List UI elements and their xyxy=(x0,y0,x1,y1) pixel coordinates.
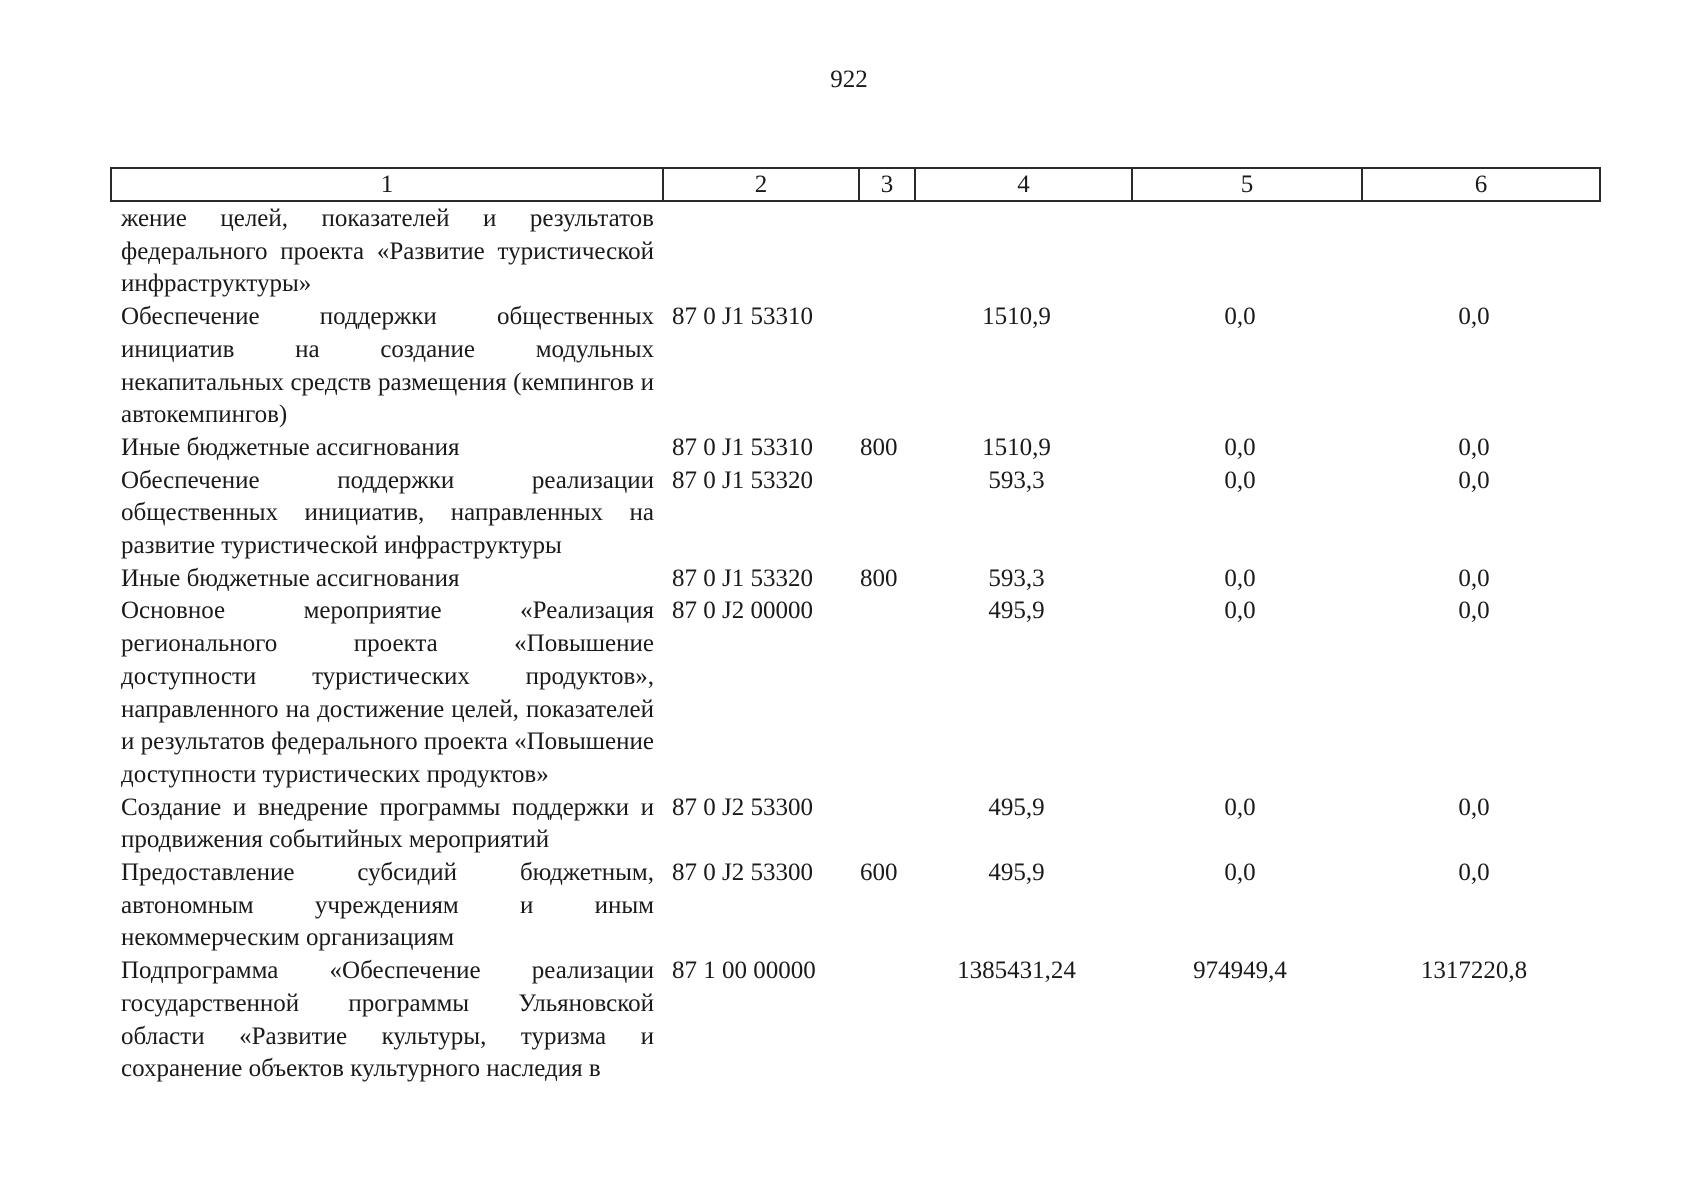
row-value-5: 0,0 xyxy=(1224,303,1256,331)
row-value-4: 1510,9 xyxy=(982,303,1051,331)
row-name: Подпрограмма «Обеспечение реализации государственной программы Ульяновской области «Развитие культуры, туризма и сохранение объектов культурного наследия в xyxy=(121,957,654,1083)
table-row xyxy=(110,203,1600,301)
row-type xyxy=(852,465,908,563)
row-value-4: 495,9 xyxy=(988,793,1045,821)
row-value-4: 593,3 xyxy=(988,564,1045,592)
row-value-6: 0,0 xyxy=(1458,597,1490,625)
row-code: 87 0 J1 53320 xyxy=(672,564,813,592)
row-value-5: 0,0 xyxy=(1224,564,1256,592)
row-value-6: 0,0 xyxy=(1458,433,1490,461)
row-value-5: 974949,4 xyxy=(1193,957,1287,985)
row-value-5 xyxy=(1125,203,1355,301)
row-value-5: 0,0 xyxy=(1224,466,1256,494)
table-body xyxy=(110,203,1600,1086)
row-value-6: 0,0 xyxy=(1458,303,1490,331)
row-type xyxy=(852,955,908,1086)
header-col-3: 3 xyxy=(859,168,915,201)
row-name: Иные бюджетные ассигнования xyxy=(121,564,460,592)
row-code: 87 1 00 00000 xyxy=(672,957,816,985)
row-type: 800 xyxy=(860,564,898,592)
row-code: 87 0 J1 53310 xyxy=(672,303,813,331)
row-type xyxy=(852,792,908,857)
header-col-4: 4 xyxy=(915,168,1132,201)
row-value-6: 0,0 xyxy=(1458,793,1490,821)
row-code: 87 0 J1 53310 xyxy=(672,433,813,461)
page-number: 922 xyxy=(830,66,868,93)
row-value-4: 1510,9 xyxy=(982,433,1051,461)
row-name: Иные бюджетные ассигнования xyxy=(121,433,460,461)
row-value-4: 495,9 xyxy=(988,859,1045,887)
header-col-6: 6 xyxy=(1362,168,1600,201)
row-name: жение целей, показателей и результатов федерального проекта «Развитие туристической инфраструктуры» xyxy=(121,205,654,298)
row-value-4: 1385431,24 xyxy=(957,957,1076,985)
row-name: Предоставление субсидий бюджетным, автономным учреждениям и иным некоммерческим организациям xyxy=(121,859,654,952)
row-value-4: 593,3 xyxy=(988,466,1045,494)
row-value-6: 0,0 xyxy=(1458,859,1490,887)
row-type xyxy=(852,301,908,432)
row-code: 87 0 J2 53300 xyxy=(672,793,813,821)
row-name: Обеспечение поддержки общественных инициатив на создание модульных некапитальных средств размещения (кемпингов и автокемпингов) xyxy=(121,303,654,429)
row-type: 600 xyxy=(860,859,898,887)
header-col-1: 1 xyxy=(111,168,663,201)
row-value-4 xyxy=(908,203,1125,301)
header-col-2: 2 xyxy=(663,168,859,201)
header-col-5: 5 xyxy=(1132,168,1362,201)
row-type xyxy=(852,595,908,791)
table-row xyxy=(110,301,1600,432)
table-row xyxy=(110,465,1600,563)
row-code xyxy=(656,203,852,301)
row-code: 87 0 J2 53300 xyxy=(672,859,813,887)
row-code: 87 0 J2 00000 xyxy=(672,597,813,625)
row-name: Обеспечение поддержки реализации общественных инициатив, направленных на развитие туристической инфраструктуры xyxy=(121,466,654,560)
table-header xyxy=(110,167,1601,202)
row-name: Создание и внедрение программы поддержки и продвижения событийных мероприятий xyxy=(121,793,654,854)
table-row xyxy=(110,857,1600,955)
row-value-5: 0,0 xyxy=(1224,859,1256,887)
row-type: 800 xyxy=(860,433,898,461)
table-row xyxy=(110,563,1600,596)
row-code: 87 0 J1 53320 xyxy=(672,466,813,494)
table-row xyxy=(110,955,1600,1086)
table-row xyxy=(110,432,1600,465)
row-value-5: 0,0 xyxy=(1224,793,1256,821)
row-value-5: 0,0 xyxy=(1224,433,1256,461)
table-row xyxy=(110,595,1600,791)
row-value-5: 0,0 xyxy=(1224,597,1256,625)
row-type xyxy=(852,203,908,301)
row-value-6: 0,0 xyxy=(1458,564,1490,592)
row-name: Основное мероприятие «Реализация регионального проекта «Повышение доступности туристических продуктов», направленного на достижение целей, показателей и результатов федерального проекта «Повышение доступности туристических продуктов» xyxy=(121,597,654,788)
table-row xyxy=(110,792,1600,857)
row-value-6 xyxy=(1355,203,1593,301)
row-value-6: 1317220,8 xyxy=(1420,957,1528,985)
row-value-6: 0,0 xyxy=(1458,466,1490,494)
row-value-4: 495,9 xyxy=(988,597,1045,625)
